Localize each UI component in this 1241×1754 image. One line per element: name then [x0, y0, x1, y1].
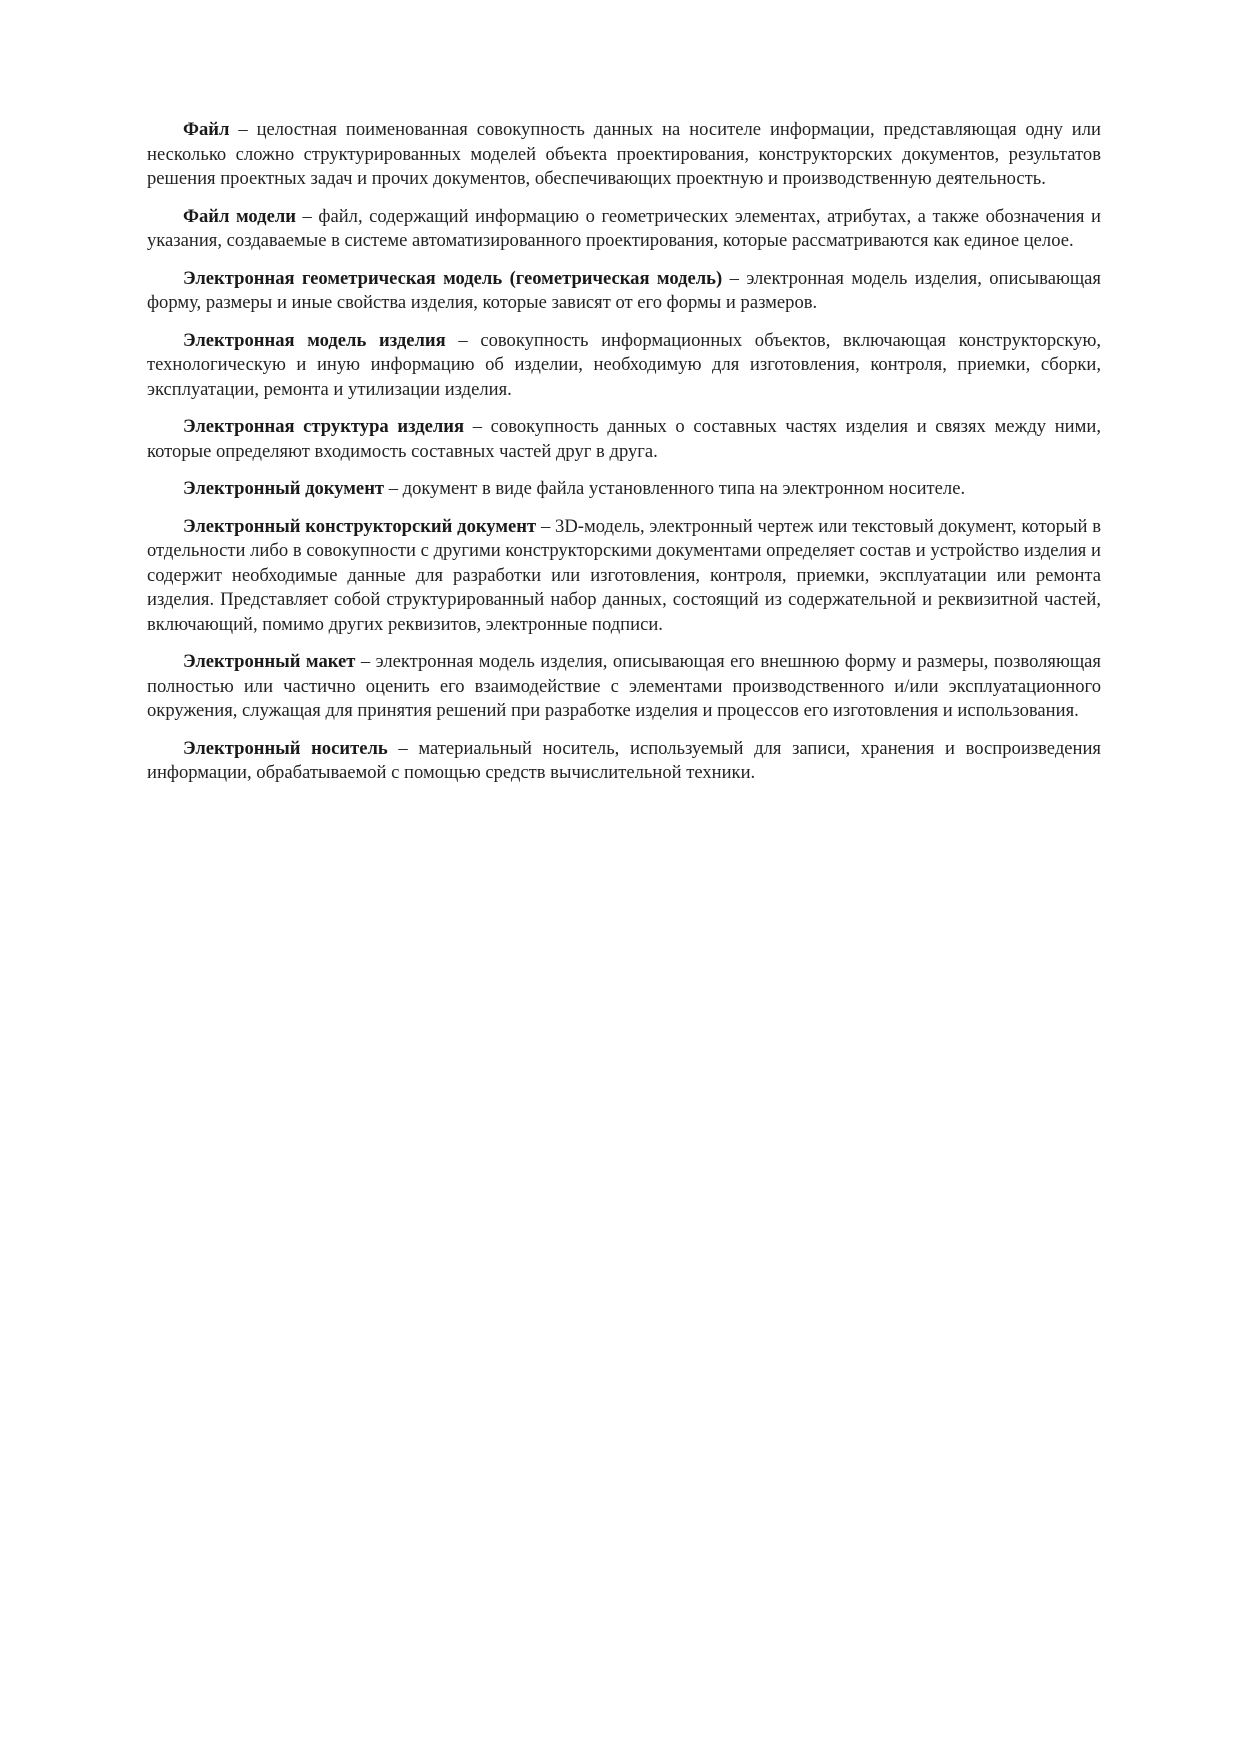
definition: – 3D-модель, электронный чертеж или текстовый документ, который в отдельности либо в совокупности с другими конструкторскими документами определяет состав и устройство изделия и содержит необходимые данные для разработки или изготовления, контроля, приемки, эксплуатации или ремонта изделия. Представляет собой структурированный набор данных, состоящий из содержательной и реквизитной частей, включающий, помимо других реквизитов, электронные подписи. — [147, 515, 1101, 635]
term: Электронный документ — [183, 478, 385, 499]
definition-entry-electronic-medium — [147, 737, 1101, 786]
definition-entry-electronic-document — [147, 477, 1101, 502]
definition: – совокупность данных о составных частях изделия и связях между ними, которые определяют входимость составных частей друг в друга. — [147, 416, 1101, 462]
term: Файл модели — [183, 205, 296, 227]
definition-entry-model-file — [147, 205, 1101, 254]
definition-entry-product-structure — [147, 415, 1101, 464]
definition: – совокупность информационных объектов, включающая конструкторскую, технологическую и иную информацию об изделии, необходимую для изготовления, контроля, приемки, сборки, эксплуатации, ремонта и утилизации изделия. — [147, 329, 1101, 400]
definition: – электронная модель изделия, описывающая его внешнюю форму и размеры, позволяющая полностью или частично оценить его взаимодействие с элементами производственного и/или эксплуатационного окружения, служащая для принятия решений при разработке изделия и процессов его изготовления и использования. — [147, 651, 1101, 721]
definition-entry-geometric-model — [147, 267, 1101, 316]
definition: – файл, содержащий информацию о геометрических элементах, атрибутах, а также обозначения и указания, создаваемые в системе автоматизированного проектирования, которые рассматриваются как единое целое. — [147, 205, 1102, 251]
definition: – материальный носитель, используемый для записи, хранения и воспроизведения информации, обрабатываемой с помощью средств вычислительной техники. — [147, 737, 1101, 783]
term: Электронный конструкторский документ — [183, 515, 537, 537]
definition: – электронная модель изделия, описывающая форму, размеры и иные свойства изделия, которые зависят от его формы и размеров. — [147, 267, 1101, 313]
definition: – документ в виде файла установленного типа на электронном носителе. — [384, 478, 966, 499]
definition: – целостная поименованная совокупность данных на носителе информации, представляющая одну или несколько сложно структурированных моделей объекта проектирования, конструкторских документов, результатов решения проектных задач и прочих документов, обеспечивающих проектную и производственную деятельность. — [147, 119, 1101, 189]
term: Электронный носитель — [183, 737, 388, 759]
term: Электронный макет — [183, 651, 356, 672]
definition-entry-product-model — [147, 329, 1101, 403]
term: Электронная геометрическая модель (геометрическая модель) — [183, 267, 723, 289]
definition-entry-electronic-mockup — [147, 650, 1101, 724]
definition-entry-file — [147, 118, 1101, 192]
definition-entry-design-document — [147, 515, 1101, 638]
term: Электронная структура изделия — [183, 416, 465, 437]
term: Электронная модель изделия — [183, 329, 446, 351]
term: Файл — [183, 119, 230, 140]
document-page — [147, 118, 1101, 799]
